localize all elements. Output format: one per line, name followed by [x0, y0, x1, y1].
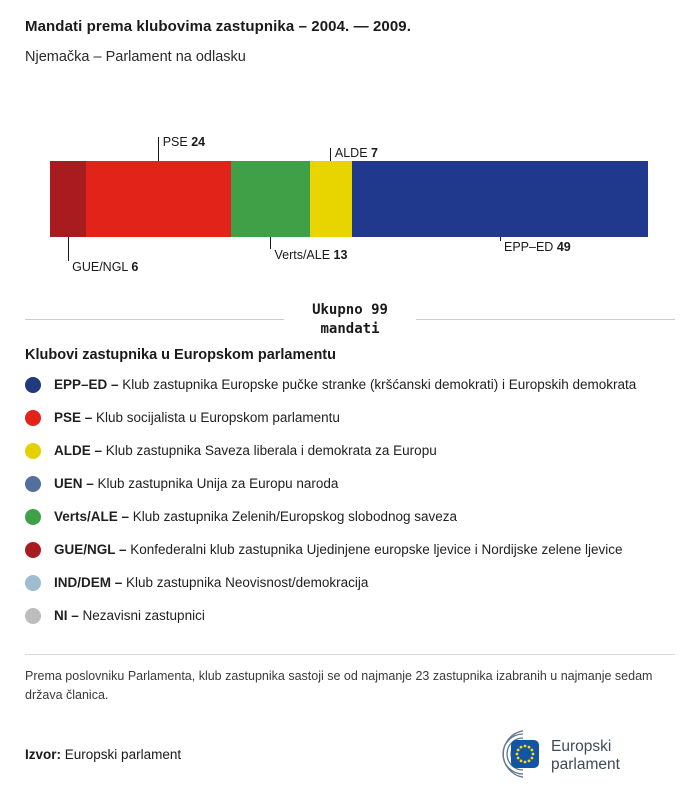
divider-right — [416, 319, 675, 320]
segment-label-epp-ed: EPP–ED 49 — [504, 240, 571, 254]
segment-label-verts-ale: Verts/ALE 13 — [274, 248, 348, 262]
footer-divider — [25, 654, 675, 655]
logo-text-line1: Europski — [551, 738, 612, 756]
legend-dot-uen — [25, 476, 41, 492]
segment-label-gue-ngl: GUE/NGL 6 — [72, 260, 139, 274]
stacked-bar-chart — [50, 131, 648, 279]
legend-text-alde: ALDE – Klub zastupnika Saveza liberala i demokrata za Europu — [54, 442, 437, 458]
leader-line-epp-ed — [500, 237, 501, 241]
bar-segment-epp-ed — [352, 161, 648, 237]
leader-line-pse — [158, 137, 159, 161]
party-legend — [25, 377, 675, 624]
page-title: Mandati prema klubovima zastupnika – 2004. — 2009. — [25, 18, 411, 35]
source-label: Izvor: — [25, 746, 62, 762]
legend-heading: Klubovi zastupnika u Europskom parlamentu — [25, 346, 336, 363]
legend-item-ind-dem — [25, 575, 675, 591]
legend-item-uen — [25, 476, 675, 492]
total-line-1: Ukupno 99 — [312, 302, 388, 318]
legend-text-gue-ngl: GUE/NGL – Konfederalni klub zastupnika Ujedinjene europske ljevice i Nordijske zelene ljevice — [54, 541, 623, 557]
total-mandates-row — [25, 301, 675, 339]
legend-text-ind-dem: IND/DEM – Klub zastupnika Neovisnost/demokracija — [54, 574, 369, 590]
legend-item-alde — [25, 443, 675, 459]
legend-text-epp-ed: EPP–ED – Klub zastupnika Europske pučke stranke (kršćanski demokrati) i Europskih demokrata — [54, 376, 637, 392]
legend-dot-epp-ed — [25, 377, 41, 393]
european-parliament-logo — [465, 730, 675, 778]
legend-text-uen: UEN – Klub zastupnika Unija za Europu naroda — [54, 475, 339, 491]
legend-text-verts-ale: Verts/ALE – Klub zastupnika Zelenih/Europskog slobodnog saveza — [54, 508, 458, 524]
leader-line-alde — [330, 148, 331, 161]
legend-item-ni — [25, 608, 675, 624]
legend-dot-ni — [25, 608, 41, 624]
legend-dot-pse — [25, 410, 41, 426]
legend-item-verts-ale — [25, 509, 675, 525]
bar-segment-gue-ngl — [50, 161, 86, 237]
legend-dot-gue-ngl — [25, 542, 41, 558]
eu-flag-icon — [511, 740, 539, 768]
source-value: Europski parlament — [64, 746, 182, 762]
bar-segment-verts-ale — [231, 161, 310, 237]
legend-item-pse — [25, 410, 675, 426]
bar-segment-pse — [86, 161, 231, 237]
logo-text-line2: parlament — [551, 756, 620, 774]
legend-text-ni: NI – Nezavisni zastupnici — [54, 607, 205, 623]
source-line — [25, 747, 181, 762]
leader-line-verts-ale — [270, 237, 271, 249]
legend-text-pse: PSE – Klub socijalista u Europskom parlamentu — [54, 409, 340, 425]
segment-label-alde: ALDE 7 — [334, 146, 378, 160]
segment-label-pse: PSE 24 — [162, 135, 206, 149]
footnote: Prema poslovniku Parlamenta, klub zastupnika sastoji se od najmanje 23 zastupnika izabranih u najmanje sedam država članica. — [25, 668, 653, 702]
legend-item-gue-ngl — [25, 542, 675, 558]
seat-bar — [50, 161, 648, 237]
total-mandates-label — [312, 301, 388, 339]
legend-item-epp-ed — [25, 377, 675, 393]
legend-dot-alde — [25, 443, 41, 459]
total-line-2: mandati — [320, 320, 380, 337]
page-subtitle: Njemačka – Parlament na odlasku — [25, 49, 246, 65]
legend-dot-ind-dem — [25, 575, 41, 591]
divider-left — [25, 319, 284, 320]
legend-dot-verts-ale — [25, 509, 41, 525]
bar-segment-alde — [310, 161, 352, 237]
leader-line-gue-ngl — [68, 237, 69, 261]
bottom-row — [25, 730, 675, 778]
